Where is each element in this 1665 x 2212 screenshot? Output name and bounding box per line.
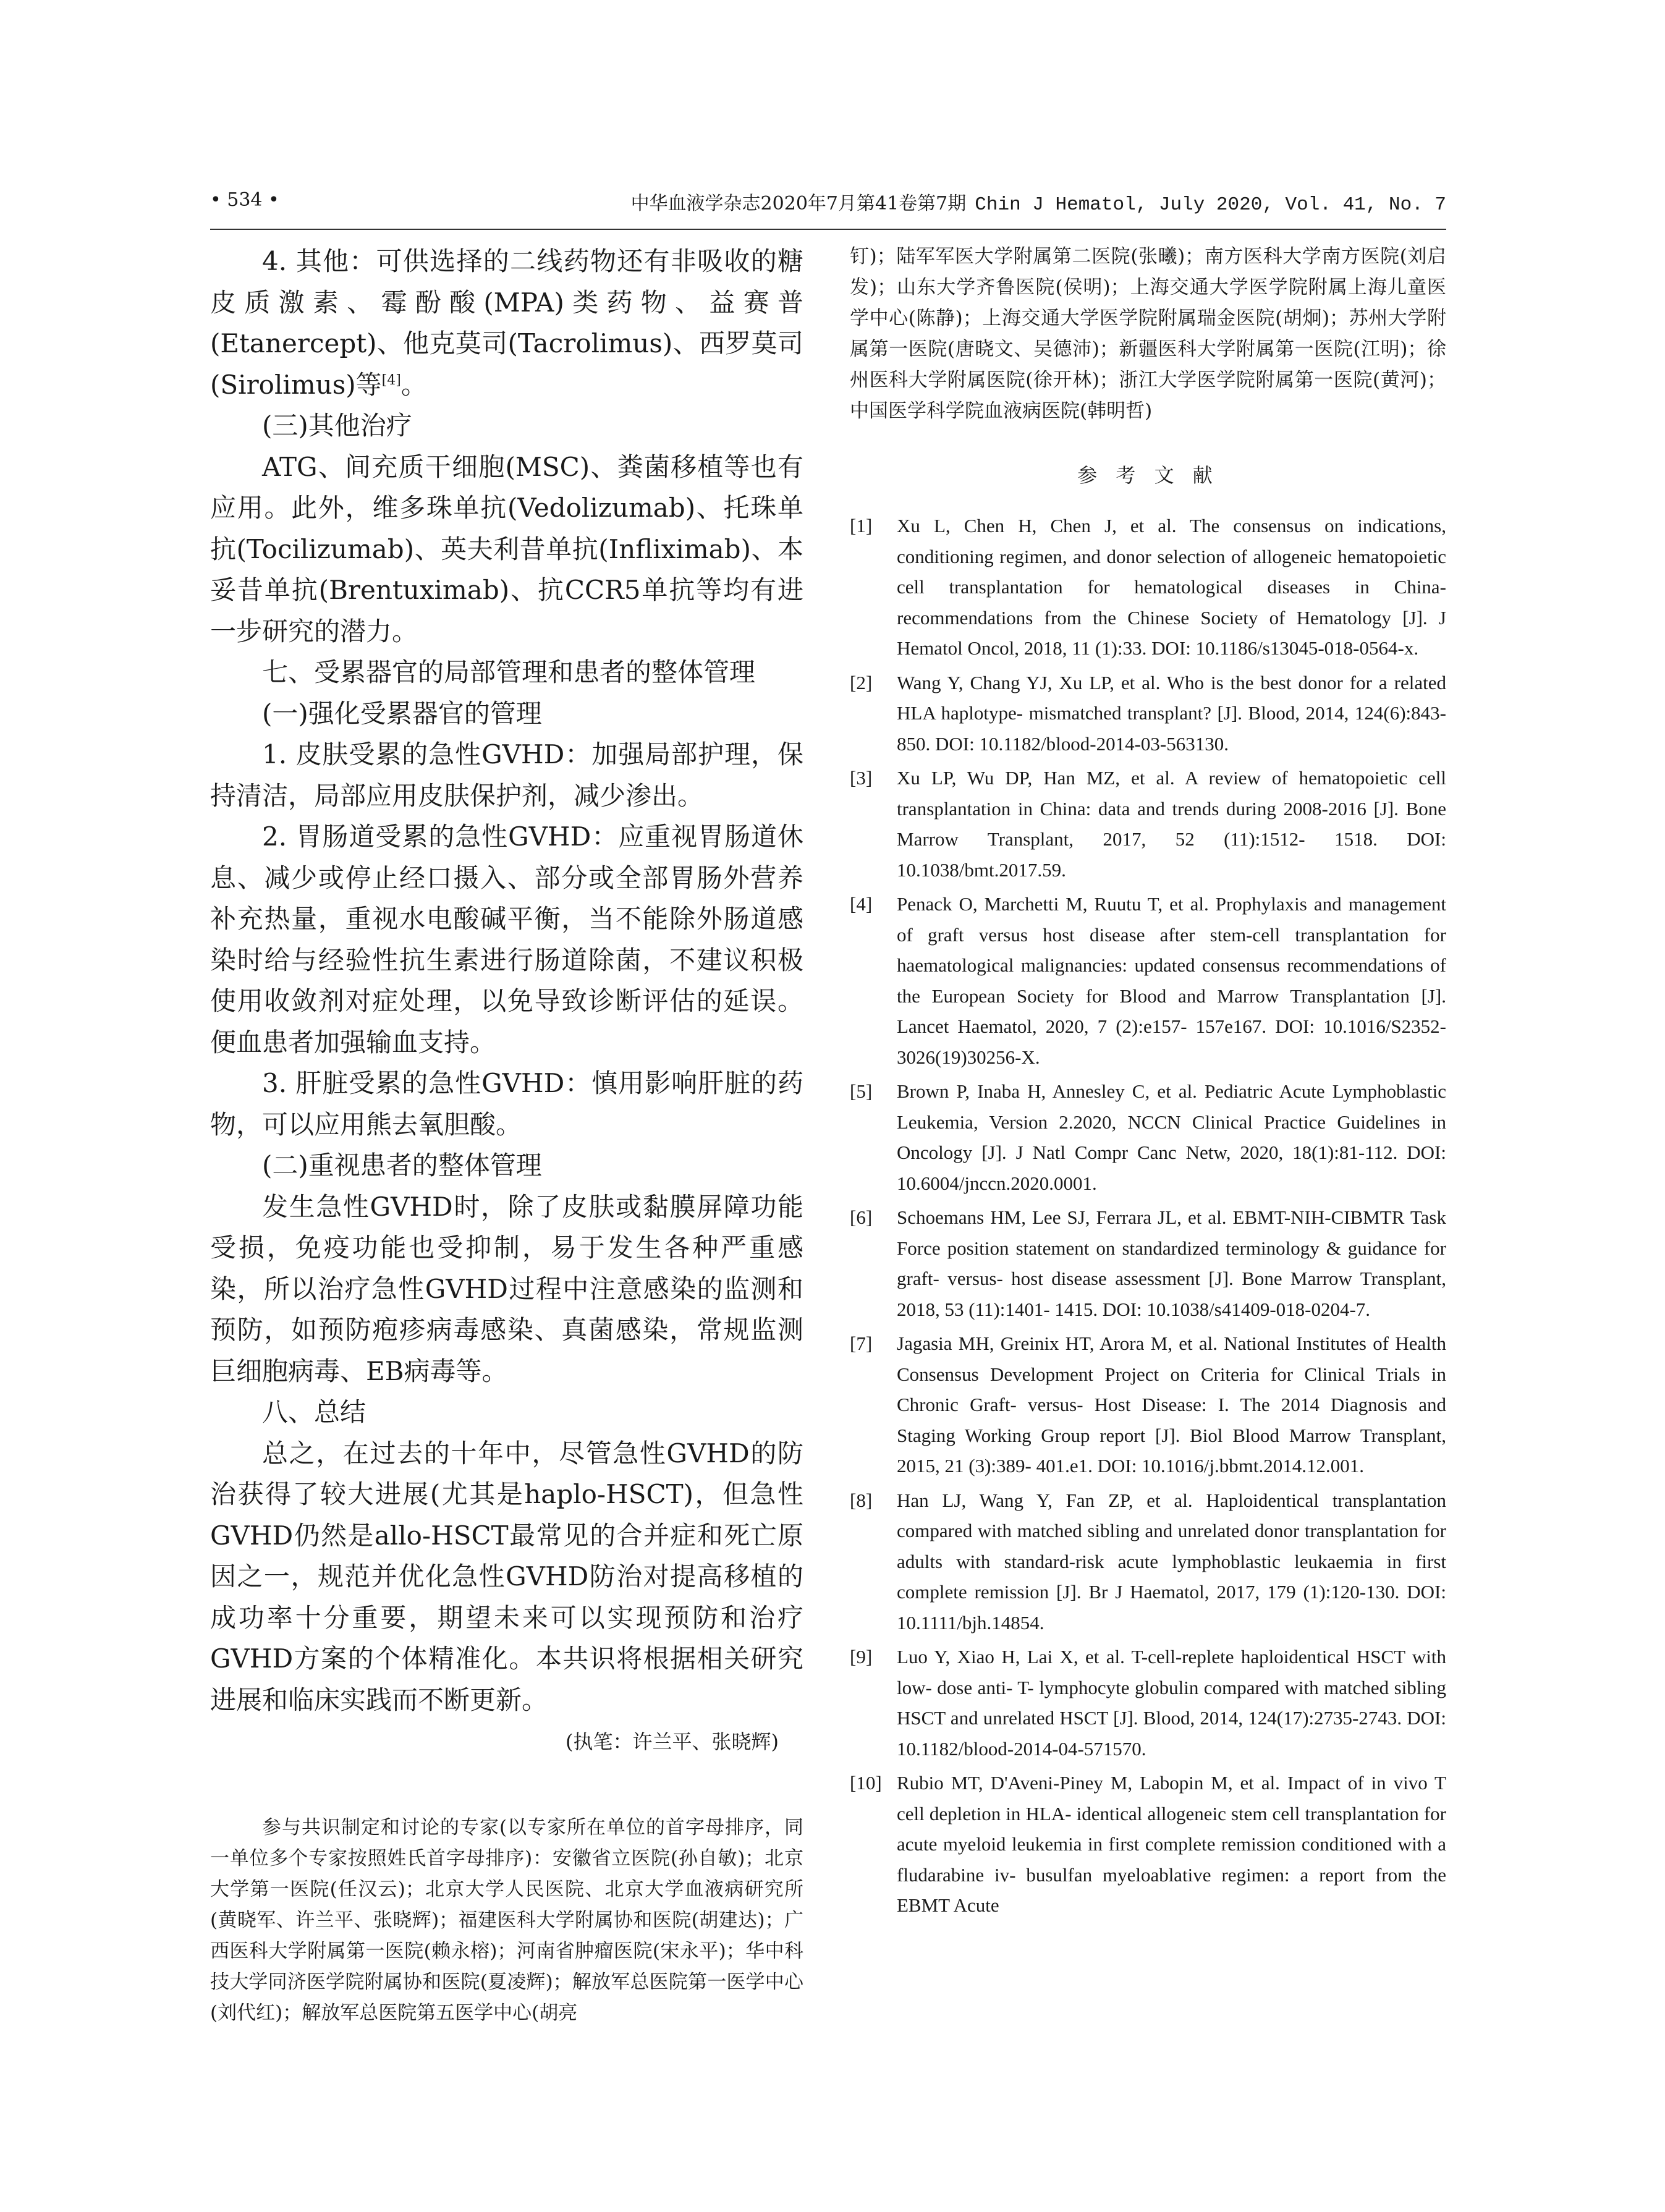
journal-title-en: Chin J Hematol, July 2020, Vol. 41, No. 7 xyxy=(975,194,1446,216)
references-title: 参 考 文 献 xyxy=(1077,464,1219,487)
heading-section-7-1: (一)强化受累器官的管理 xyxy=(262,698,542,729)
journal-info xyxy=(631,188,1446,216)
right-column xyxy=(850,241,1446,1925)
reference-number: [4] xyxy=(850,893,873,915)
reference-item xyxy=(850,1485,1446,1638)
paragraph-summary: 总之，在过去的十年中，尽管急性GVHD的防治获得了较大进展(尤其是haplo-HSCT)，但急性GVHD仍然是allo-HSCT最常见的合并症和死亡原因之一，规范并优化急性GVHD防治对提高移植的成功率十分重要，期望未来可以实现预防和治疗GVHD方案的个体精准化。本共识将根据相关研究进展和临床实践而不断更新。 xyxy=(210,1438,803,1715)
header-rule xyxy=(210,229,1446,230)
reference-text: Wang Y, Chang YJ, Xu LP, et al. Who is the best donor for a related HLA haplotype- mismatched transplant? [J]. Blood, 2014, 124(6):843-850. DOI: 10.1182/blood-2014-03-563130. xyxy=(897,671,1446,755)
reference-text: Luo Y, Xiao H, Lai X, et al. T-cell-replete haploidentical HSCT with low- dose anti- T- lymphocyte globulin compared with matched sibling HSCT and unrelated HSCT [J]. Blood, 2014, 124(17):2735-2743. DOI: 10.1182/blood-2014-04-571570. xyxy=(897,1646,1446,1760)
paragraph-other-drugs: 4. 其他：可供选择的二线药物还有非吸收的糖皮质激素、霉酚酸(MPA)类药物、益赛普(Etanercept)、他克莫司(Tacrolimus)、西罗莫司(Sirolimus)等[4]。 xyxy=(210,246,803,400)
reference-text: Han LJ, Wang Y, Fan ZP, et al. Haploidentical transplantation compared with matched sibling and unrelated donor transplantation for adults with standard-risk acute lymphoblastic leukaemia in first complete remission [J]. Br J Haematol, 2017, 179 (1):120-130. DOI: 10.1111/bjh.14854. xyxy=(897,1489,1446,1634)
paragraph-other-treatment: ATG、间充质干细胞(MSC)、粪菌移植等也有应用。此外，维多珠单抗(Vedolizumab)、托珠单抗(Tocilizumab)、英夫利昔单抗(Infliximab)、本妥昔单抗(Brentuximab)、抗CCR5单抗等均有进一步研究的潜力。 xyxy=(210,451,803,646)
reference-item xyxy=(850,1202,1446,1324)
journal-title-cn: 中华血液学杂志2020年7月第41卷第7期 xyxy=(630,193,967,214)
reference-number: [6] xyxy=(850,1206,873,1228)
experts-list: 参与共识制定和讨论的专家(以专家所在单位的首字母排序，同一单位多个专家按照姓氏首字母排序)：安徽省立医院(孙自敏)；北京大学第一医院(任汉云)；北京大学人民医院、北京大学血液病研究所(黄晓军、许兰平、张晓辉)；福建医科大学附属协和医院(胡建达)；广西医科大学附属第一医院(赖永榕)；河南省肿瘤医院(宋永平)；华中科技大学同济医学院附属协和医院(夏凌辉)；解放军总医院第一医学中心(刘代红)；解放军总医院第五医学中心(胡亮 xyxy=(210,1816,803,2024)
reference-item xyxy=(850,1642,1446,1764)
reference-text: Xu LP, Wu DP, Han MZ, et al. A review of hematopoietic cell transplantation in China: data and trends during 2008-2016 [J]. Bone Marrow Transplant, 2017, 52 (11):1512- 1518. DOI: 10.1038/bmt.2017.59. xyxy=(897,767,1446,881)
author-signature: (执笔：许兰平、张晓辉) xyxy=(566,1730,779,1753)
reference-item xyxy=(850,511,1446,664)
reference-item xyxy=(850,763,1446,885)
reference-item xyxy=(850,667,1446,760)
heading-section-8: 八、总结 xyxy=(262,1397,366,1427)
reference-text: Brown P, Inaba H, Annesley C, et al. Pediatric Acute Lymphoblastic Leukemia, Version 2.2020, NCCN Clinical Practice Guidelines in Oncology [J]. J Natl Compr Canc Netw, 2020, 18(1):81-112. DOI: 10.6004/jnccn.2020.0001. xyxy=(897,1080,1446,1194)
reference-item xyxy=(850,1328,1446,1481)
reference-text: Penack O, Marchetti M, Ruutu T, et al. Prophylaxis and management of graft versus host disease after stem-cell transplantation for haematological malignancies: updated consensus recommendations of the European Society for Blood and Marrow Transplantation [J]. Lancet Haematol, 2020, 7 (2):e157- 157e167. DOI: 10.1016/S2352-3026(19)30256-X. xyxy=(897,893,1446,1068)
reference-number: [3] xyxy=(850,767,873,789)
experts-list-continued: 钉)；陆军军医大学附属第二医院(张曦)；南方医科大学南方医院(刘启发)；山东大学齐鲁医院(侯明)；上海交通大学医学院附属上海儿童医学中心(陈静)；上海交通大学医学院附属瑞金医院(胡炯)；苏州大学附属第一医院(唐晓文、吴德沛)；新疆医科大学附属第一医院(江明)；徐州医科大学附属医院(徐开林)；浙江大学医学院附属第一医院(黄河)；中国医学科学院血液病医院(韩明哲) xyxy=(850,245,1446,422)
reference-text: Schoemans HM, Lee SJ, Ferrara JL, et al. EBMT-NIH-CIBMTR Task Force position statement on standardized terminology & guidance for graft- versus- host disease assessment [J]. Bone Marrow Transplant, 2018, 53 (11):1401- 1415. DOI: 10.1038/s41409-018-0204-7. xyxy=(897,1206,1446,1320)
paragraph-skin: 1. 皮肤受累的急性GVHD：加强局部护理，保持清洁，局部应用皮肤保护剂，减少渗出。 xyxy=(210,739,803,811)
reference-item xyxy=(850,1768,1446,1921)
reference-text: Jagasia MH, Greinix HT, Arora M, et al. National Institutes of Health Consensus Development Project on Criteria for Clinical Trials in Chronic Graft- versus- Host Disease: I. The 2014 Diagnosis and Staging Working Group report [J]. Biol Blood Marrow Transplant, 2015, 21 (3):389- 401.e1. DOI: 10.1016/j.bbmt.2014.12.001. xyxy=(897,1333,1446,1477)
paragraph-liver: 3. 肝脏受累的急性GVHD：慎用影响肝脏的药物，可以应用熊去氧胆酸。 xyxy=(210,1068,803,1140)
reference-number: [8] xyxy=(850,1489,873,1511)
heading-section-7-2: (二)重视患者的整体管理 xyxy=(262,1150,542,1180)
heading-other-treatment: (三)其他治疗 xyxy=(262,410,412,441)
citation-4[interactable]: [4] xyxy=(381,372,401,388)
reference-number: [9] xyxy=(850,1646,873,1667)
page-header xyxy=(210,185,1446,222)
paragraph-overall-management: 发生急性GVHD时，除了皮肤或黏膜屏障功能受损，免疫功能也受抑制，易于发生各种严重感染，所以治疗急性GVHD过程中注意感染的监测和预防，如预防疱疹病毒感染、真菌感染，常规监测巨细胞病毒、EB病毒等。 xyxy=(210,1191,803,1386)
reference-number: [2] xyxy=(850,671,873,693)
paragraph-gi: 2. 胃肠道受累的急性GVHD：应重视胃肠道休息、减少或停止经口摄入、部分或全部胃肠外营养补充热量，重视水电酸碱平衡，当不能除外肠道感染时给与经验性抗生素进行肠道除菌，不建议积极使用收敛剂对症处理，以免导致诊断评估的延误。便血患者加强输血支持。 xyxy=(210,821,803,1057)
heading-section-7: 七、受累器官的局部管理和患者的整体管理 xyxy=(262,657,756,687)
reference-number: [7] xyxy=(850,1333,873,1354)
reference-item xyxy=(850,889,1446,1072)
references-list xyxy=(850,511,1446,1921)
reference-number: [5] xyxy=(850,1080,873,1102)
reference-number: [1] xyxy=(850,515,873,536)
left-column xyxy=(210,241,803,2048)
reference-text: Xu L, Chen H, Chen J, et al. The consensus on indications, conditioning regimen, and donor selection of allogeneic hematopoietic cell transplantation for hematological diseases in China- recommendations from the Chinese Society of Hematology [J]. J Hematol Oncol, 2018, 11 (1):33. DOI: 10.1186/s13045-018-0564-x. xyxy=(897,515,1446,659)
reference-item xyxy=(850,1076,1446,1198)
reference-number: [10] xyxy=(850,1772,882,1794)
reference-text: Rubio MT, D'Aveni-Piney M, Labopin M, et al. Impact of in vivo T cell depletion in HLA- identical allogeneic stem cell transplantation for acute myeloid leukemia in first complete remission conditioned with a fludarabine iv- busulfan myeloablative regimen: a report from the EBMT Acute xyxy=(897,1772,1446,1916)
page-number: • 534 • xyxy=(210,189,279,211)
